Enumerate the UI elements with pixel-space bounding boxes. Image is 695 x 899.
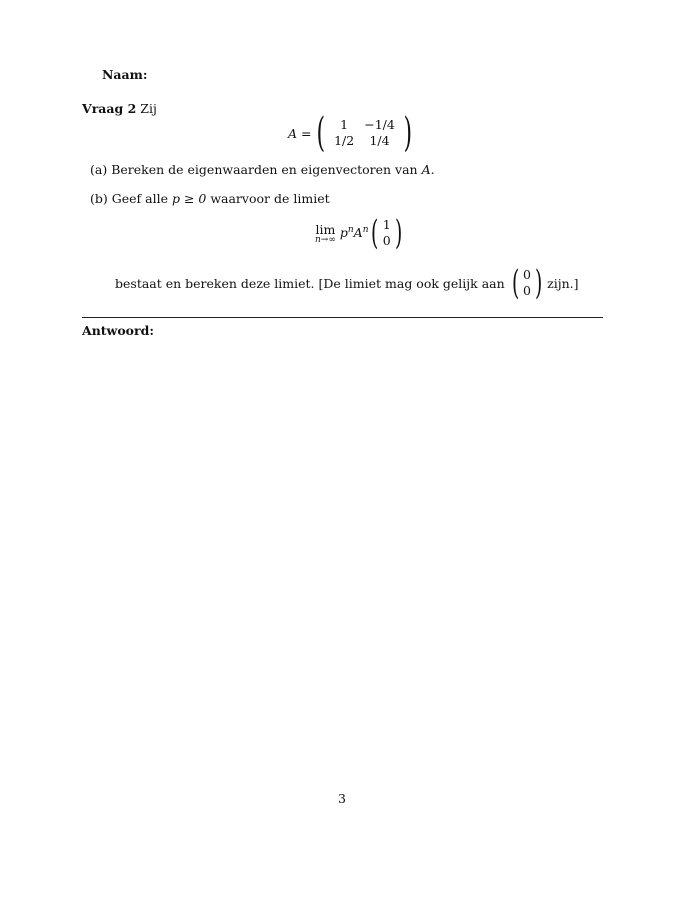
part-b-line2 <box>115 263 579 303</box>
matrix-a <box>329 117 400 149</box>
matrix-cell: 1/4 <box>369 133 390 148</box>
answer-label: Antwoord: <box>82 323 154 338</box>
part-b-condition: p ≥ 0 <box>171 191 207 206</box>
question-label: Vraag 2 <box>82 101 137 116</box>
limit-p-exp: n <box>347 225 354 236</box>
part-b <box>90 191 330 206</box>
right-paren: ) <box>534 263 543 303</box>
vector-cell: 1 <box>382 217 391 232</box>
part-b-line2-before: bestaat en bereken deze limiet. [De limiet mag ook gelijk aan <box>115 275 505 291</box>
matrix-cell: 1/2 <box>334 133 355 148</box>
limit-term <box>340 225 369 240</box>
part-b-text-before: Geef alle <box>111 191 168 206</box>
limit-expression <box>315 213 405 253</box>
matrix-cell: 1 <box>340 117 349 132</box>
part-b-line2-after: zijn.] <box>547 275 579 291</box>
right-paren: ) <box>403 110 412 156</box>
lim-text: lim <box>315 221 336 237</box>
limit-p: p <box>339 225 348 241</box>
vector-cell: 0 <box>522 283 531 298</box>
right-paren: ) <box>394 213 402 253</box>
left-paren: ( <box>371 213 379 253</box>
page-number: 3 <box>338 791 346 806</box>
name-label: Naam: <box>102 67 148 82</box>
vector-cell: 0 <box>522 267 531 282</box>
part-a-marker: (a) <box>90 162 108 177</box>
matrix-cell: −1/4 <box>364 117 395 132</box>
part-a <box>90 162 435 177</box>
limit-a: A <box>353 225 363 241</box>
part-a-text: Bereken de eigenwaarden en eigenvectoren van <box>111 162 418 177</box>
part-a-end: . <box>430 162 435 177</box>
part-b-marker: (b) <box>90 191 108 206</box>
vector-cell: 0 <box>382 233 391 248</box>
limit-a-exp: n <box>362 225 369 236</box>
matrix-lhs: A = <box>288 125 312 141</box>
limit-operator <box>315 222 336 245</box>
part-b-text-after: waarvoor de limiet <box>210 191 330 206</box>
limit-vector <box>382 217 392 249</box>
left-paren: ( <box>511 263 519 303</box>
part-a-var: A <box>421 162 431 177</box>
answer-divider <box>82 317 603 318</box>
left-paren: ( <box>316 110 326 156</box>
zero-vector <box>522 267 532 299</box>
question-intro: Zij <box>140 101 157 116</box>
matrix-equation <box>288 110 415 156</box>
lim-subscript: n→∞ <box>315 234 336 245</box>
question-header <box>82 101 157 116</box>
